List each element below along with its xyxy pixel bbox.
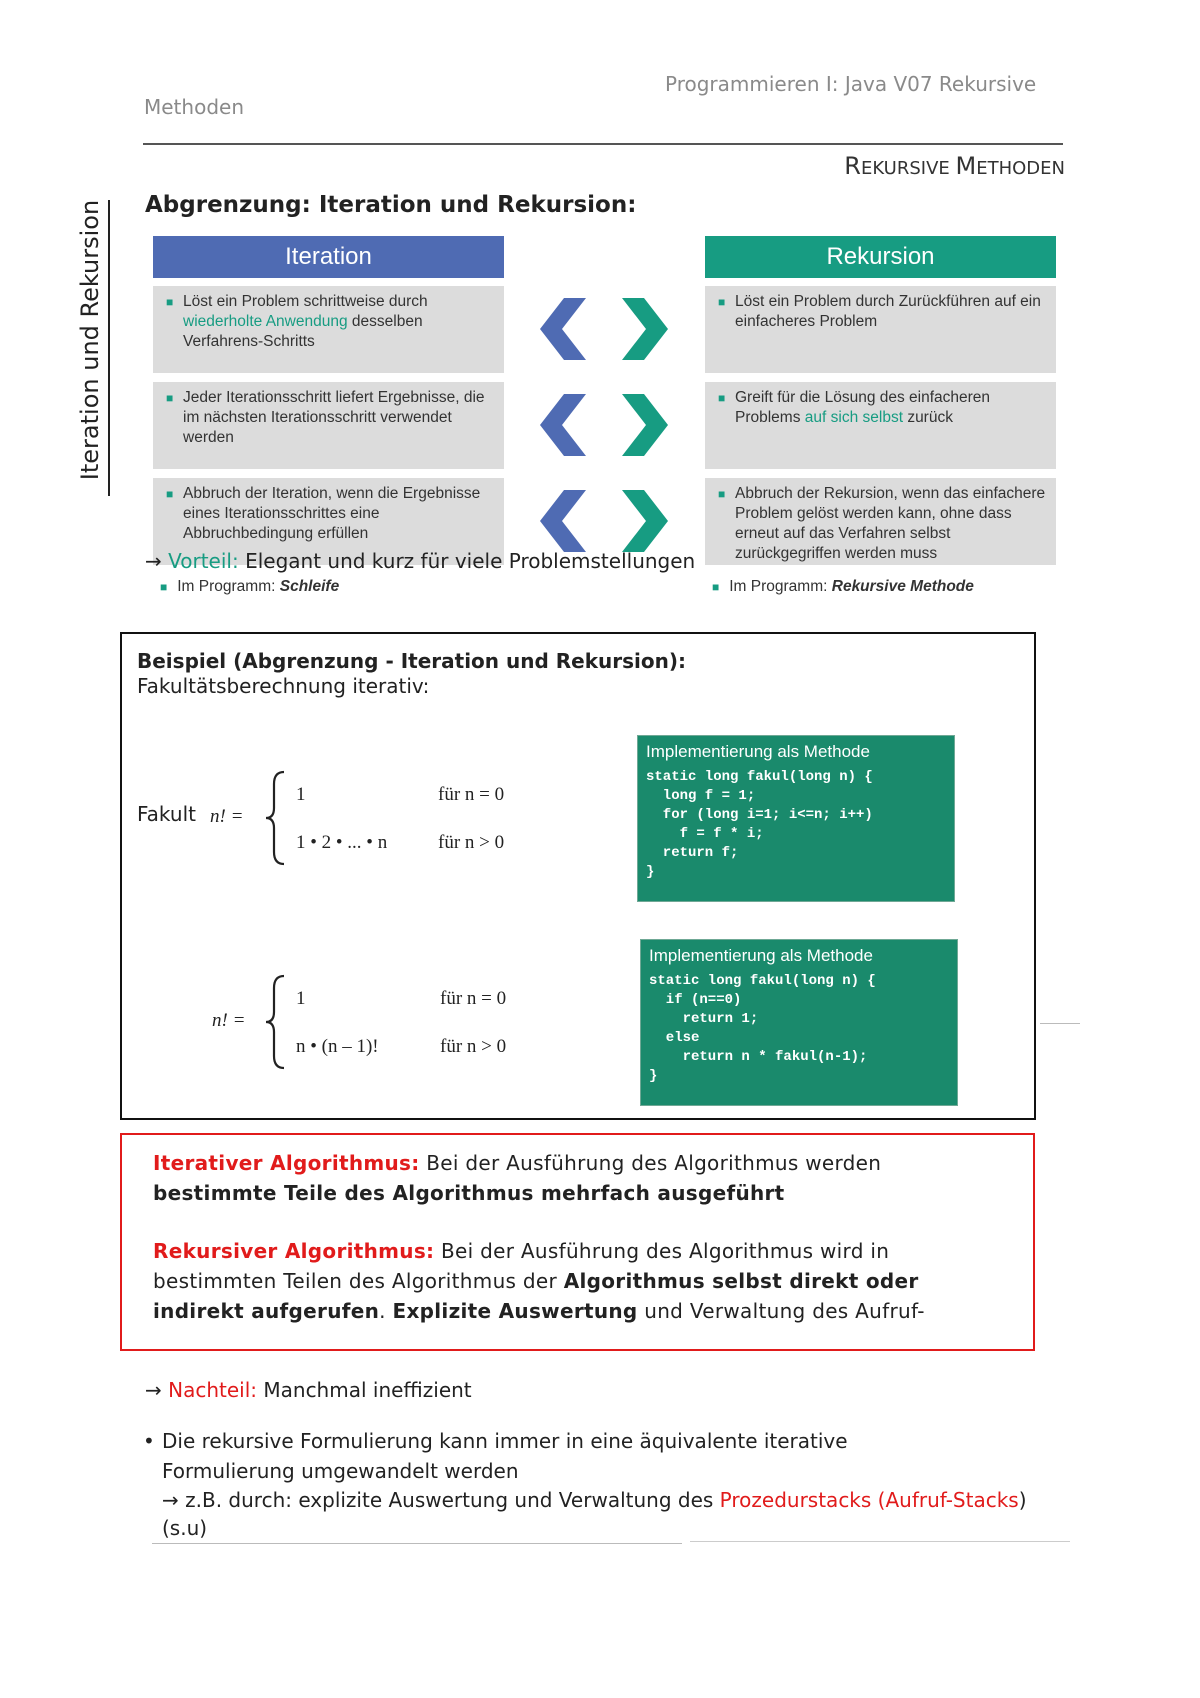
chevron-right-icon xyxy=(620,298,668,360)
section-title xyxy=(844,152,1065,180)
iteration-point-2-text: Jeder Iterationsschritt liefert Ergebnisse, die im nächsten Iterationsschritt verwendet werden xyxy=(183,389,485,446)
definition-iterative-label: Iterativer Algorithmus: xyxy=(153,1151,420,1175)
bullet-square-icon: ■ xyxy=(166,295,174,309)
formula2-case1-condition: für n = 0 xyxy=(440,988,507,1009)
definition-recursive-emphasis: Algorithmus selbst direkt oder indirekt aufgerufen xyxy=(153,1269,919,1323)
formula1-case2-value: 1 • 2 • ... • n xyxy=(296,832,388,853)
iteration-point-3-text: Abbruch der Iteration, wenn die Ergebnisse eines Iterationsschrittes eine Abbruchbedingung erfüllen xyxy=(183,485,481,542)
rekursion-point-3-text: Abbruch der Rekursion, wenn das einfachere Problem gelöst werden kann, ohne dass erneut auf das Verfahren selbst zurückgegriffen werden muss xyxy=(735,485,1046,562)
formula2-lhs: n! = xyxy=(212,1010,246,1031)
iteration-point-1-text-end: desselben Verfahrens-Schritts xyxy=(183,313,423,350)
bullet-mark: • xyxy=(143,1429,155,1453)
rekursion-point-1-text: Löst ein Problem durch Zurückführen auf ein einfacheres Problem xyxy=(735,293,1041,330)
definition-iterative xyxy=(153,1148,1023,1208)
rekursion-point-2-text: Greift für die Lösung des einfacheren Problems xyxy=(735,389,991,426)
bullet-square-icon: ■ xyxy=(718,391,726,405)
rekursion-program-label: Im Programm: xyxy=(729,578,828,595)
definition-recursive-emphasis-2: Explizite Auswertung xyxy=(392,1299,638,1323)
fakult-label: Fakult xyxy=(137,802,196,826)
formula2-brace-icon xyxy=(264,974,288,1074)
course-title-continued: Methoden xyxy=(144,95,244,119)
bullet-square-icon: ■ xyxy=(166,391,174,405)
iteration-program-value: Schleife xyxy=(279,578,340,595)
vorteil-text: Elegant und kurz für viele Problemstellungen xyxy=(245,549,696,573)
section-title-rest1: EKURSIVE xyxy=(860,158,956,179)
definition-recursive xyxy=(153,1236,1013,1326)
arrow-right-icon: → xyxy=(145,1378,162,1402)
chevron-left-icon xyxy=(540,490,588,552)
rekursion-program-note xyxy=(712,578,974,596)
section-title-cap1: R xyxy=(844,152,861,180)
rekursion-point-2-highlight: auf sich selbst xyxy=(804,409,903,426)
bullet-square-icon: ■ xyxy=(718,295,726,309)
vorteil-line xyxy=(145,549,695,573)
example-subtitle: Fakultätsberechnung iterativ: xyxy=(137,674,430,698)
formula2-case2-condition: für n > 0 xyxy=(440,1036,507,1057)
formula1-case1-value: 1 xyxy=(296,784,306,805)
divider xyxy=(1040,1023,1080,1024)
rekursion-point-1 xyxy=(705,286,1056,373)
definition-recursive-text-end: und Verwaltung des Aufruf- xyxy=(644,1299,925,1323)
iteration-program-note xyxy=(160,578,339,596)
bullet-subline-text: z.B. durch: explizite Auswertung und Verwaltung des xyxy=(185,1488,714,1512)
code-block-title: Implementierung als Methode xyxy=(649,946,873,965)
arrow-right-icon: → xyxy=(162,1488,179,1512)
definition-iterative-text: Bei der Ausführung des Algorithmus werden xyxy=(426,1151,882,1175)
side-rule xyxy=(108,200,110,496)
side-label: Iteration und Rekursion xyxy=(76,199,104,481)
code-iterative: static long fakul(long n) { long f = 1; for (long i=1; i<=n; i++) f = f * i; return f; } xyxy=(646,769,873,880)
rekursion-point-3 xyxy=(705,478,1056,565)
side-label-clip xyxy=(0,199,104,481)
definition-iterative-emphasis: bestimmte Teile des Algorithmus mehrfach ausgeführt xyxy=(153,1181,785,1205)
nachteil-label: Nachteil: xyxy=(168,1378,258,1402)
iteration-point-2 xyxy=(153,382,504,469)
arrow-right-icon: → xyxy=(145,549,162,573)
formula1-lhs: n! = xyxy=(210,806,244,827)
code-block-title: Implementierung als Methode xyxy=(646,742,870,761)
header-rule xyxy=(143,143,1063,145)
section-title-cap2: M xyxy=(955,152,977,180)
divider xyxy=(152,1543,682,1544)
page-heading: Abgrenzung: Iteration und Rekursion: xyxy=(145,192,637,218)
rekursion-point-2 xyxy=(705,382,1056,469)
iteration-header: Iteration xyxy=(153,236,504,278)
code-block-iterative xyxy=(637,735,955,902)
bullet-subline-highlight: Prozedurstacks (Aufruf-Stacks xyxy=(719,1488,1019,1512)
nachteil-line xyxy=(145,1378,472,1402)
definition-recursive-punct: . xyxy=(379,1299,386,1323)
iteration-point-1-text: Löst ein Problem schrittweise durch xyxy=(183,293,428,310)
code-block-recursive xyxy=(640,939,958,1106)
chevron-right-icon xyxy=(620,490,668,552)
bullet-square-icon: ■ xyxy=(160,580,168,594)
iteration-point-1 xyxy=(153,286,504,373)
bullet-square-icon: ■ xyxy=(718,487,726,501)
divider xyxy=(690,1541,1070,1542)
rekursion-program-value: Rekursive Methode xyxy=(831,578,974,595)
bullet-square-icon: ■ xyxy=(166,487,174,501)
formula1-case1-condition: für n = 0 xyxy=(438,784,505,805)
chevron-right-icon xyxy=(620,394,668,456)
example-title: Beispiel (Abgrenzung - Iteration und Rekursion): xyxy=(137,649,686,673)
chevron-left-icon xyxy=(540,298,588,360)
chevron-left-icon xyxy=(540,394,588,456)
vorteil-label: Vorteil: xyxy=(168,549,239,573)
bullet-subline xyxy=(162,1486,1062,1514)
formula1-case2-condition: für n > 0 xyxy=(438,832,505,853)
rekursion-header: Rekursion xyxy=(705,236,1056,278)
definition-recursive-label: Rekursiver Algorithmus: xyxy=(153,1239,435,1263)
nachteil-text: Manchmal ineffizient xyxy=(263,1378,472,1402)
iteration-point-1-highlight: wiederholte Anwendung xyxy=(183,313,348,330)
bullet-subline-tail: (s.u) xyxy=(162,1516,208,1540)
rekursion-point-2-text-end: zurück xyxy=(907,409,953,426)
code-recursive: static long fakul(long n) { if (n==0) return 1; else return n * fakul(n-1); } xyxy=(649,973,876,1084)
definition-recursive-text: Bei der Ausführung des Algorithmus wird in bestimmten Teilen des Algorithmus der xyxy=(153,1239,890,1293)
formula2-case2-value: n • (n – 1)! xyxy=(296,1036,379,1057)
formula1-brace-icon xyxy=(264,770,288,870)
bullet-square-icon: ■ xyxy=(712,580,720,594)
iteration-program-label: Im Programm: xyxy=(177,578,276,595)
section-title-rest2: ETHODEN xyxy=(976,158,1065,179)
bullet-subline-end: ) xyxy=(1018,1488,1027,1512)
formula2-case1-value: 1 xyxy=(296,988,306,1009)
course-title: Programmieren I: Java V07 Rekursive xyxy=(665,72,1037,96)
bullet-text: Die rekursive Formulierung kann immer in eine äquivalente iterative Formulierung umgewandelt werden xyxy=(162,1429,848,1483)
